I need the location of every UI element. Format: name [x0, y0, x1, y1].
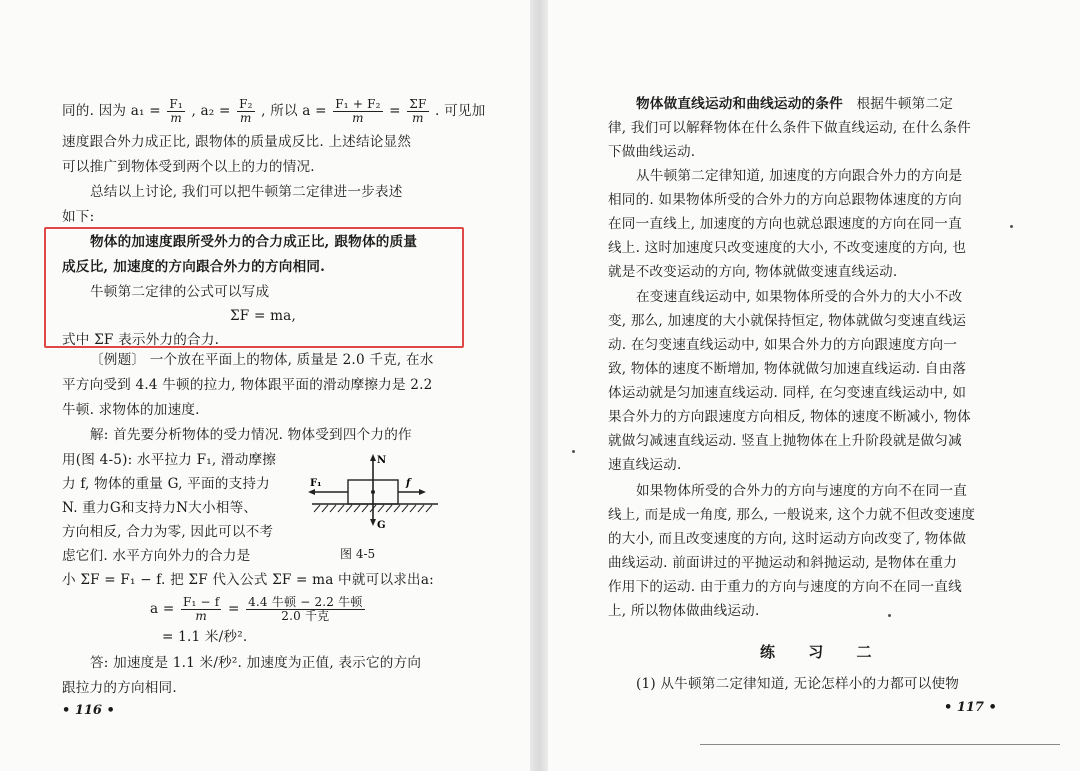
- scan-speck: [888, 614, 891, 617]
- fraction-sum: [407, 98, 428, 125]
- right-line: 就做匀减速直线运动. 竖直上抛物体在上升阶段就是做匀减: [608, 433, 962, 449]
- text: . 可见加: [435, 103, 486, 119]
- text: =: [227, 601, 240, 617]
- right-line: 的大小, 而且改变速度的方向, 这时运动方向改变了, 物体做: [608, 531, 967, 547]
- right-line: 致, 物体的速度不断增加, 物体就做匀加速直线运动. 自由落: [608, 361, 967, 377]
- right-line: 线上, 而是成一角度, 那么, 一般说来, 这个力就不但改变速度: [608, 507, 976, 523]
- text: , a₂ =: [191, 103, 231, 119]
- figure-caption: 图 4-5: [340, 547, 376, 561]
- label-g: G: [377, 520, 386, 531]
- right-line: 曲线运动. 前面讲过的平抛运动和斜抛运动, 是物体在重力: [608, 555, 958, 571]
- answer-line: 跟拉力的方向相同.: [62, 680, 177, 696]
- right-line: 作用下的运动. 由于重力的方向与速度的方向不在同一直线: [608, 579, 962, 595]
- example-line: 〔例题〕 一个放在平面上的物体, 质量是 2.0 千克, 在水: [90, 352, 434, 368]
- right-line: 速直线运动.: [608, 457, 682, 473]
- formula-note: 式中 ΣF 表示外力的合力.: [62, 332, 220, 348]
- right-line: 动. 在匀变速直线运动中, 如果合外力的方向跟速度方向一: [608, 337, 958, 353]
- numerator: 4.4 牛顿 − 2.2 牛顿: [248, 595, 363, 609]
- right-line: 在变速直线运动中, 如果物体所受的合外力的大小不改: [636, 289, 963, 305]
- scan-line: [700, 744, 1060, 745]
- right-line: 果合外力的方向跟速度方向相反, 物体的速度不断减小, 物体: [608, 409, 971, 425]
- denominator: m: [352, 111, 364, 125]
- left-line: 速度跟合外力成正比, 跟物体的质量成反比. 上述结论显然: [62, 134, 412, 150]
- text: =: [389, 103, 401, 119]
- solution-line: 方向相反, 合力为零, 因此可以不考: [62, 524, 274, 540]
- law-statement-line: 成反比, 加速度的方向跟合外力的方向相同.: [62, 259, 326, 275]
- solution-line: 力 f, 物体的重量 G, 平面的支持力: [62, 476, 270, 492]
- law-statement-line: 物体的加速度跟所受外力的合力成正比, 跟物体的质量: [90, 234, 418, 250]
- calculation: [150, 596, 367, 623]
- solution-line: 解: 首先要分析物体的受力情况. 物体受到四个力的作: [90, 427, 412, 443]
- numerator: F₁ + F₂: [335, 97, 381, 111]
- solution-line: 虑它们. 水平方向外力的合力是: [62, 548, 251, 564]
- fraction-a1: [167, 98, 185, 125]
- solution-line: 小 ΣF = F₁ − f. 把 ΣF 代入公式 ΣF = ma 中就可以求出a:: [62, 572, 434, 588]
- right-line: 下做曲线运动.: [608, 144, 696, 160]
- label-n: N: [377, 455, 387, 466]
- right-line: 相同的. 如果物体所受的合外力的方向总跟物体速度的方向: [608, 192, 962, 208]
- left-line-1: [62, 98, 485, 125]
- denominator: 2.0 千克: [281, 609, 330, 623]
- right-line: 就是不改变运动的方向, 物体就做变速直线运动.: [608, 264, 898, 280]
- fraction-formula: [181, 596, 221, 623]
- page-number-left: • 116 •: [62, 703, 115, 718]
- right-line: 变, 那么, 加速度的大小就保持恒定, 物体就做匀变速直线运: [608, 313, 967, 329]
- fraction-a2: [237, 98, 255, 125]
- text: 同的. 因为: [62, 103, 127, 119]
- formula-intro: 牛顿第二定律的公式可以写成: [90, 284, 270, 300]
- text: 根据牛顿第二定: [856, 96, 954, 112]
- label-f: f: [406, 478, 411, 489]
- exercise-heading: 练 习 二: [760, 643, 886, 661]
- solution-line: N. 重力G和支持力N大小相等、: [62, 500, 258, 516]
- section-title: 物体做直线运动和曲线运动的条件: [636, 96, 843, 112]
- example-line: 平方向受到 4.4 牛顿的拉力, 物体跟平面的滑动摩擦力是 2.2: [62, 377, 433, 393]
- scan-speck: [572, 450, 575, 453]
- numerator: ΣF: [409, 97, 427, 111]
- example-line: 牛顿. 求物体的加速度.: [62, 402, 200, 418]
- fraction-values: [246, 596, 364, 623]
- scan-speck: [1010, 225, 1013, 228]
- right-line-1: [636, 92, 953, 117]
- denominator: m: [170, 111, 182, 125]
- denominator: m: [240, 111, 252, 125]
- calculation-result: = 1.1 米/秒².: [162, 629, 248, 645]
- right-line: 如果物体所受的合外力的方向与速度的方向不在同一直: [636, 483, 968, 499]
- left-line: 可以推广到物体受到两个以上的力的情况.: [62, 159, 315, 175]
- text: a =: [150, 601, 175, 617]
- numerator: F₂: [239, 97, 253, 111]
- formula: ΣF = ma,: [230, 308, 296, 324]
- book-gutter: [530, 0, 548, 771]
- exercise-item: (1) 从牛顿第二定律知道, 无论怎样小的力都可以使物: [636, 676, 960, 692]
- right-line: 体运动就是匀加速直线运动. 同样, 在匀变速直线运动中, 如: [608, 385, 967, 401]
- right-line: 在同一直线上, 加速度的方向也就总跟速度的方向在同一直: [608, 216, 962, 232]
- right-line: 线上. 这时加速度只改变速度的大小, 不改变速度的方向, 也: [608, 240, 967, 256]
- text: , 所以 a =: [261, 103, 327, 119]
- denominator: m: [412, 111, 424, 125]
- denominator: m: [195, 609, 207, 623]
- right-line: 上, 所以物体做曲线运动.: [608, 603, 760, 619]
- numerator: F₁: [169, 97, 183, 111]
- text: a₁ =: [130, 103, 161, 119]
- right-line: 律, 我们可以解释物体在什么条件下做直线运动, 在什么条件: [608, 120, 971, 136]
- answer-line: 答: 加速度是 1.1 米/秒². 加速度为正值, 表示它的方向: [90, 655, 422, 671]
- label-f1: F₁: [310, 478, 322, 489]
- numerator: F₁ − f: [182, 595, 220, 609]
- force-diagram: [304, 450, 444, 560]
- solution-line: 用(图 4-5): 水平拉力 F₁, 滑动摩擦: [62, 452, 277, 468]
- fraction-a: [333, 98, 382, 125]
- left-line: 如下:: [62, 209, 95, 225]
- left-line: 总结以上讨论, 我们可以把牛顿第二定律进一步表述: [90, 184, 403, 200]
- page-number-right: • 117 •: [944, 700, 997, 715]
- right-line: 从牛顿第二定律知道, 加速度的方向跟合外力的方向是: [636, 168, 963, 184]
